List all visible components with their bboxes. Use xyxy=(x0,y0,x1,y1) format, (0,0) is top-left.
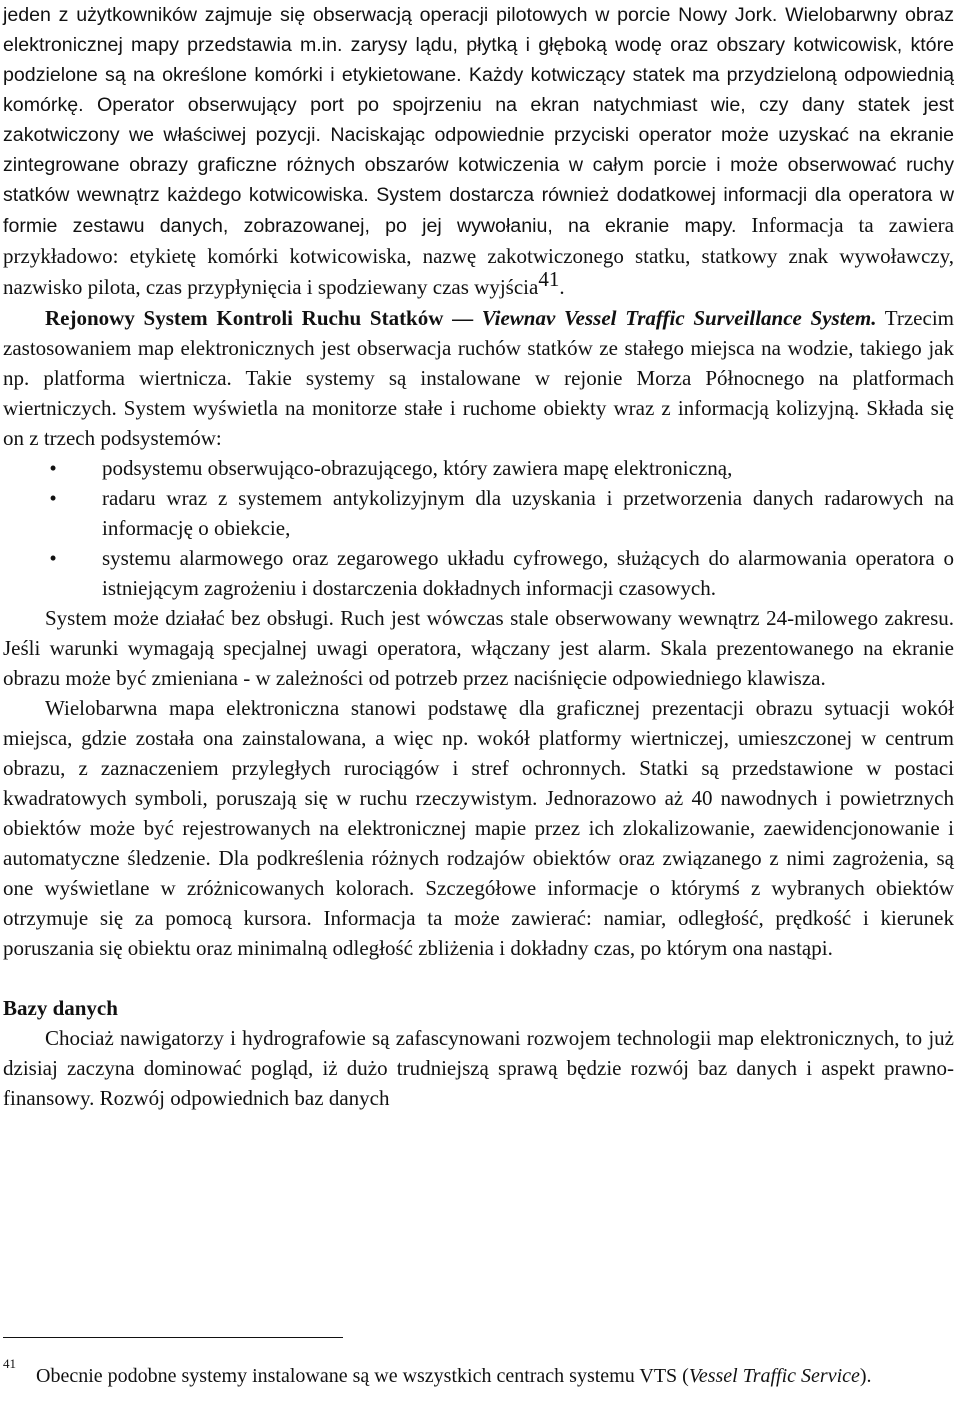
subsystems-list xyxy=(3,453,954,603)
footnote-divider xyxy=(3,1337,343,1338)
bullet-icon: • xyxy=(49,456,57,480)
footnote-reference: 41 xyxy=(538,267,560,291)
intro-text-continued: Informacja ta zawiera przykładowo: etykietę komórki kotwicowiska, nazwę zakotwiczonego statku, statkowy znak wywoławczy, nazwisko pilota, czas przypłynięcia i spodziewany czas wyjścia xyxy=(3,213,954,299)
vts-paragraph xyxy=(3,303,954,453)
vts-heading: Rejonowy System Kontroli Ruchu Statków — xyxy=(45,306,482,330)
intro-text-end: . xyxy=(559,275,565,299)
intro-text: jeden z użytkowników zajmuje się obserwacją operacji pilotowych w porcie Nowy Jork. Wielobarwny obraz elektronicznej mapy przedstawia m.in. zarysy lądu, płytką i głęboką wodę oraz obszary kotwicowisk, które podzielone są na określone komórki i etykietowane. Każdy kotwiczący statek ma przydzieloną odpowiednią komórkę. Operator obserwujący port po spojrzeniu na ekran natychmiast wie, czy dany statek jest zakotwiczony we właściwej pozycji. Naciskając odpowiednie przyciski operator może uzyskać na ekranie zintegrowane obrazy graficzne różnych obszarów kotwiczenia w całym porcie i może obserwować ruchy statków wewnątrz każdego kotwicowiska. System dostarcza również dodatkowej informacji dla operatora w formie zestawu danych, zobrazowanej, po jej wywołaniu, na ekranie mapy. xyxy=(3,4,954,237)
footnote-text-main: Obecnie podobne systemy instalowane są we wszystkich centrach systemu VTS ( xyxy=(36,1365,689,1387)
list-item xyxy=(3,483,954,543)
intro-paragraph xyxy=(3,0,954,303)
vts-text: Trzecim zastosowaniem map elektronicznych jest obserwacja ruchów statków ze stałego miejsca na wodzie, takiego jak np. platforma wiertnicza. Takie systemy są instalowane w rejonie Morza Północnego na platformach wiertniczych. System wyświetla na monitorze stałe i ruchome obiekty wraz z informacją kolizyjną. Składa się on z trzech podsystemów: xyxy=(3,306,954,450)
footnote-text-italic: Vessel Traffic Service xyxy=(688,1365,860,1387)
footnote-text-end: ). xyxy=(859,1365,872,1387)
list-item-text: radaru wraz z systemem antykolizyjnym dla uzyskania i przetworzenia danych radarowych na informację o obiekcie, xyxy=(102,486,954,540)
bullet-icon: • xyxy=(49,486,57,510)
databases-paragraph: Chociaż nawigatorzy i hydrografowie są zafascynowani rozwojem technologii map elektronicznych, to już dzisiaj zaczyna dominować pogląd, iż dużo trudniejszą sprawą będzie rozwój baz danych i aspekt prawno-finansowy. Rozwój odpowiednich baz danych xyxy=(3,1026,954,1110)
footnote-number: 41 xyxy=(3,1356,16,1371)
bullet-icon: • xyxy=(49,546,57,570)
list-item-text: podsystemu obserwująco-obrazującego, który zawiera mapę elektroniczną, xyxy=(102,456,733,480)
list-item xyxy=(3,543,954,603)
footnote-text xyxy=(3,1362,954,1390)
document-page xyxy=(3,0,954,1113)
footnote xyxy=(3,1356,954,1390)
unattended-paragraph: System może działać bez obsługi. Ruch jest wówczas stale obserwowany wewnątrz 24-milowego zakresu. Jeśli warunki wymagają specjalnej uwagi operatora, włączany jest alarm. Skala prezentowanego na ekranie obrazu może być zmieniana - w zależności od potrzeb przez naciśnięcie odpowiedniego klawisza. xyxy=(3,606,954,690)
list-item-text: systemu alarmowego oraz zegarowego układu cyfrowego, służących do alarmowania operatora o istniejącym zagrożeniu i dostarczenia dokładnych informacji czasowych. xyxy=(102,546,954,600)
section-title-databases: Bazy danych xyxy=(3,996,118,1020)
map-paragraph: Wielobarwna mapa elektroniczna stanowi podstawę dla graficznej prezentacji obrazu sytuacji wokół miejsca, gdzie została ona zainstalowana, a więc np. wokół platformy wiertniczej, umieszczonej w centrum obrazu, z zaznaczeniem przyległych rurociągów i stref ochronnych. Statki są przedstawione w postaci kwadratowych symboli, poruszają się w ruchu rzeczywistym. Jednorazowo aż 40 nawodnych i powietrznych obiektów może być rejestrowanych na elektronicznej mapie przez ich zlokalizowanie, zaewidencjonowanie i automatyczne śledzenie. Dla podkreślenia różnych rodzajów obiektów oraz związanego z nimi zagrożenia, są one wyświetlane w zróżnicowanych kolorach. Szczegółowe informacje o którymś z wybranych obiektów otrzymuje się za pomocą kursora. Informacja ta może zawierać: namiar, odległość, prędkość i kierunek poruszania się obiektu oraz minimalną odległość zbliżenia i dokładny czas, po którym ona nastąpi. xyxy=(3,696,954,960)
list-item xyxy=(3,453,954,483)
vts-heading-system-name: Viewnav Vessel Traffic Surveillance System. xyxy=(481,306,877,330)
